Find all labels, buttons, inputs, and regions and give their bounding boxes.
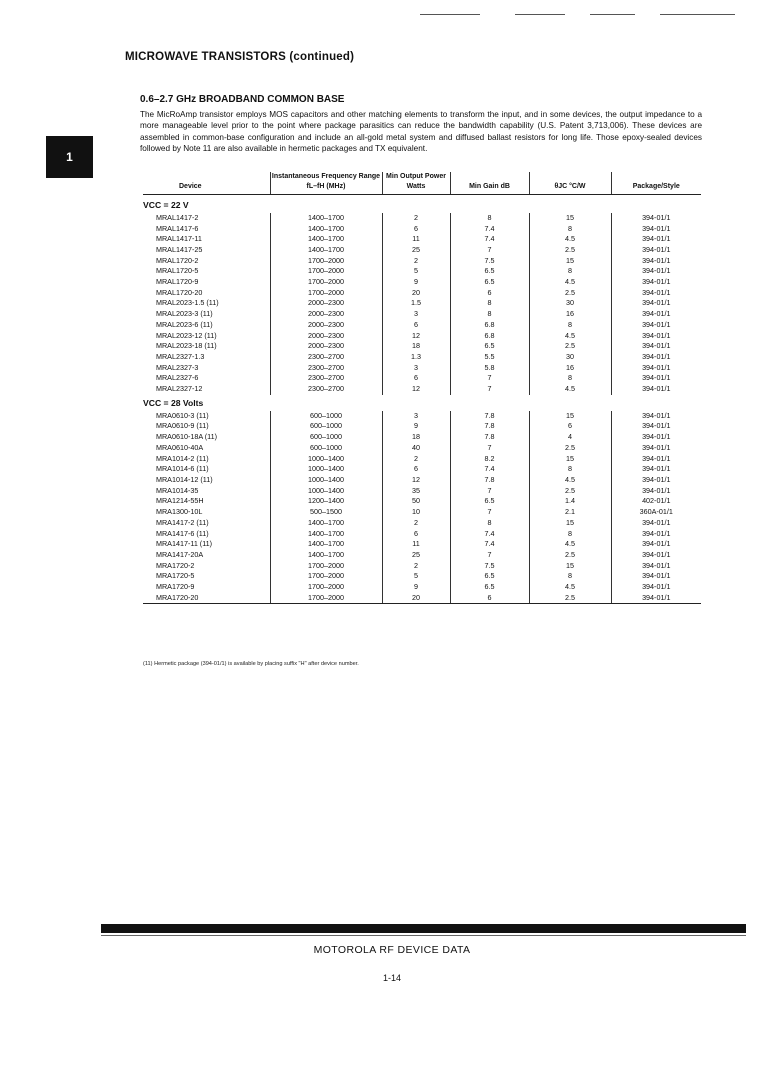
cell-package: 394-01/1 xyxy=(611,331,701,342)
cell-power: 2 xyxy=(382,454,450,465)
cell-power: 12 xyxy=(382,475,450,486)
cell-power: 3 xyxy=(382,363,450,374)
cell-power: 2 xyxy=(382,256,450,267)
cell-frequency: 600–1000 xyxy=(270,443,382,454)
cell-device: MRAL2327-1.3 xyxy=(156,351,205,361)
cell-device: MRAL1720-20 xyxy=(156,287,203,297)
cell-thermal-resistance: 8 xyxy=(529,224,611,235)
cell-package: 394-01/1 xyxy=(611,234,701,245)
section-tab: 1 xyxy=(46,136,93,178)
cell-package: 394-01/1 xyxy=(611,373,701,384)
cell-frequency: 2000–2300 xyxy=(270,298,382,309)
cell-power: 12 xyxy=(382,384,450,395)
footnote: (11) Hermetic package (394-01/1) is available by placing suffix "H" after device number. xyxy=(143,661,359,667)
cell-gain: 7.4 xyxy=(450,539,529,550)
cell-thermal-resistance: 15 xyxy=(529,518,611,529)
table-row xyxy=(143,373,701,384)
cell-frequency: 1700–2000 xyxy=(270,266,382,277)
cell-frequency: 1000–1400 xyxy=(270,464,382,475)
cell-thermal-resistance: 4.5 xyxy=(529,384,611,395)
cell-power: 6 xyxy=(382,464,450,475)
cell-frequency: 1400–1700 xyxy=(270,224,382,235)
table-row xyxy=(143,475,701,486)
cell-frequency: 1700–2000 xyxy=(270,277,382,288)
cell-frequency: 1400–1700 xyxy=(270,245,382,256)
cell-gain: 8.2 xyxy=(450,454,529,465)
cell-package: 394-01/1 xyxy=(611,529,701,540)
cell-gain: 7.5 xyxy=(450,561,529,572)
cell-frequency: 1400–1700 xyxy=(270,529,382,540)
cell-frequency: 1200–1400 xyxy=(270,496,382,507)
cell-power: 18 xyxy=(382,341,450,352)
cell-frequency: 1700–2000 xyxy=(270,582,382,593)
cell-thermal-resistance: 1.4 xyxy=(529,496,611,507)
cell-device: MRAL2327-12 xyxy=(156,384,203,394)
table-row xyxy=(143,454,701,465)
cell-power: 40 xyxy=(382,443,450,454)
cell-thermal-resistance: 4.5 xyxy=(529,331,611,342)
cell-device: MRA1417-6 (11) xyxy=(156,528,209,538)
cell-power: 6 xyxy=(382,320,450,331)
cell-thermal-resistance: 30 xyxy=(529,298,611,309)
cell-thermal-resistance: 4.5 xyxy=(529,539,611,550)
cell-device: MRA1214-55H xyxy=(156,496,204,506)
cell-power: 18 xyxy=(382,432,450,443)
cell-gain: 7.8 xyxy=(450,421,529,432)
top-rule xyxy=(420,14,480,15)
table-row xyxy=(143,363,701,374)
group-header xyxy=(143,194,701,213)
table-row xyxy=(143,518,701,529)
cell-thermal-resistance: 8 xyxy=(529,373,611,384)
cell-frequency: 2000–2300 xyxy=(270,341,382,352)
group-label: VCC = 22 V xyxy=(143,199,189,210)
table-row xyxy=(143,421,701,432)
cell-package: 394-01/1 xyxy=(611,454,701,465)
cell-package: 394-01/1 xyxy=(611,320,701,331)
cell-thermal-resistance: 30 xyxy=(529,352,611,363)
cell-power: 10 xyxy=(382,507,450,518)
cell-power: 5 xyxy=(382,266,450,277)
cell-frequency: 1700–2000 xyxy=(270,288,382,299)
header-gain: Min Gain dB xyxy=(450,172,529,194)
header-frequency: Instantaneous Frequency Range fL–fH (MHz) xyxy=(270,172,382,194)
cell-package: 394-01/1 xyxy=(611,384,701,395)
cell-package: 394-01/1 xyxy=(611,561,701,572)
table-row xyxy=(143,331,701,342)
cell-gain: 7.4 xyxy=(450,529,529,540)
table-row xyxy=(143,341,701,352)
cell-gain: 7 xyxy=(450,486,529,497)
cell-device: MRA0610-3 (11) xyxy=(156,410,209,420)
table-row xyxy=(143,507,701,518)
cell-thermal-resistance: 4.5 xyxy=(529,582,611,593)
table-row xyxy=(143,277,701,288)
header-device: Device xyxy=(143,172,270,194)
cell-device: MRAL1417-25 xyxy=(156,244,203,254)
cell-gain: 6.5 xyxy=(450,266,529,277)
table-row xyxy=(143,320,701,331)
table-row xyxy=(143,256,701,267)
table-row xyxy=(143,352,701,363)
cell-device: MRA0610-9 (11) xyxy=(156,421,209,431)
cell-power: 2 xyxy=(382,561,450,572)
cell-gain: 6.5 xyxy=(450,582,529,593)
table-row xyxy=(143,464,701,475)
cell-power: 6 xyxy=(382,224,450,235)
group-header xyxy=(143,395,701,411)
cell-frequency: 2000–2300 xyxy=(270,320,382,331)
cell-gain: 7.4 xyxy=(450,234,529,245)
footer-bar xyxy=(101,924,746,933)
cell-gain: 8 xyxy=(450,309,529,320)
cell-package: 394-01/1 xyxy=(611,363,701,374)
cell-frequency: 1700–2000 xyxy=(270,593,382,604)
table-row xyxy=(143,550,701,561)
cell-package: 394-01/1 xyxy=(611,582,701,593)
cell-device: MRAL2023-6 (11) xyxy=(156,319,213,329)
cell-device: MRAL2023-18 (11) xyxy=(156,341,217,351)
cell-frequency: 2000–2300 xyxy=(270,331,382,342)
cell-thermal-resistance: 2.5 xyxy=(529,550,611,561)
table-row xyxy=(143,298,701,309)
cell-device: MRA1720-5 xyxy=(156,571,195,581)
table-row xyxy=(143,266,701,277)
cell-thermal-resistance: 16 xyxy=(529,363,611,374)
section-title: MICROWAVE TRANSISTORS (continued) xyxy=(125,51,355,63)
cell-package: 394-01/1 xyxy=(611,421,701,432)
cell-device: MRA1417-2 (11) xyxy=(156,517,209,527)
table-row xyxy=(143,593,701,604)
cell-thermal-resistance: 15 xyxy=(529,411,611,422)
table-row xyxy=(143,529,701,540)
cell-package: 394-01/1 xyxy=(611,550,701,561)
cell-thermal-resistance: 2.5 xyxy=(529,288,611,299)
cell-gain: 7.8 xyxy=(450,432,529,443)
cell-thermal-resistance: 8 xyxy=(529,571,611,582)
cell-device: MRAL2327-3 xyxy=(156,362,199,372)
cell-power: 1.5 xyxy=(382,298,450,309)
cell-thermal-resistance: 2.1 xyxy=(529,507,611,518)
cell-gain: 7 xyxy=(450,245,529,256)
cell-package: 394-01/1 xyxy=(611,309,701,320)
cell-package: 394-01/1 xyxy=(611,213,701,224)
cell-gain: 7 xyxy=(450,443,529,454)
cell-device: MRAL2327-6 xyxy=(156,373,199,383)
cell-power: 6 xyxy=(382,529,450,540)
cell-power: 1.3 xyxy=(382,352,450,363)
cell-thermal-resistance: 15 xyxy=(529,561,611,572)
cell-package: 394-01/1 xyxy=(611,539,701,550)
cell-thermal-resistance: 15 xyxy=(529,213,611,224)
footer-rule xyxy=(101,935,746,936)
cell-frequency: 1000–1400 xyxy=(270,475,382,486)
subsection-title: 0.6–2.7 GHz BROADBAND COMMON BASE xyxy=(140,94,345,105)
cell-package: 394-01/1 xyxy=(611,571,701,582)
cell-gain: 6.5 xyxy=(450,341,529,352)
cell-thermal-resistance: 2.5 xyxy=(529,443,611,454)
cell-package: 394-01/1 xyxy=(611,593,701,604)
cell-package: 394-01/1 xyxy=(611,443,701,454)
cell-gain: 7.4 xyxy=(450,464,529,475)
cell-device: MRA1720-2 xyxy=(156,560,195,570)
cell-device: MRAL1720-5 xyxy=(156,266,199,276)
cell-gain: 7.5 xyxy=(450,256,529,267)
cell-frequency: 1000–1400 xyxy=(270,486,382,497)
cell-frequency: 1000–1400 xyxy=(270,454,382,465)
table-row xyxy=(143,443,701,454)
cell-frequency: 2000–2300 xyxy=(270,309,382,320)
header-power: Min Output Power Watts xyxy=(382,172,450,194)
cell-device: MRA0610-18A (11) xyxy=(156,432,217,442)
cell-thermal-resistance: 15 xyxy=(529,454,611,465)
cell-package: 394-01/1 xyxy=(611,288,701,299)
cell-device: MRAL1720-9 xyxy=(156,277,199,287)
top-rule xyxy=(515,14,565,15)
cell-device: MRA1014-6 (11) xyxy=(156,464,209,474)
cell-device: MRAL1417-11 xyxy=(156,234,202,244)
intro-paragraph: The MicRoAmp transistor employs MOS capacitors and other matching elements to transform the input, and in some devices, the output impedance to a more manageable level prior to the point where package parasitics can reduce the bandwidth capability (U.S. Patent 3,713,006). These devices are assembled in common-base configuration and include an all-gold metal system and diffused ballast resistors for long life. Those epoxy-sealed devices followed by Note 11 are also available in hermetic packages and TX equivalent. xyxy=(140,110,702,154)
cell-power: 12 xyxy=(382,331,450,342)
cell-power: 20 xyxy=(382,288,450,299)
cell-power: 11 xyxy=(382,234,450,245)
cell-thermal-resistance: 15 xyxy=(529,256,611,267)
cell-frequency: 1700–2000 xyxy=(270,256,382,267)
table-row xyxy=(143,288,701,299)
cell-power: 50 xyxy=(382,496,450,507)
table-row xyxy=(143,384,701,395)
device-table xyxy=(143,172,701,604)
cell-frequency: 1700–2000 xyxy=(270,571,382,582)
cell-device: MRA1300-10L xyxy=(156,507,203,517)
cell-thermal-resistance: 8 xyxy=(529,464,611,475)
cell-device: MRA1720-9 xyxy=(156,582,195,592)
cell-frequency: 2300–2700 xyxy=(270,384,382,395)
cell-package: 394-01/1 xyxy=(611,224,701,235)
table-row xyxy=(143,486,701,497)
cell-thermal-resistance: 4.5 xyxy=(529,234,611,245)
cell-gain: 5.5 xyxy=(450,352,529,363)
cell-device: MRAL1720-2 xyxy=(156,255,199,265)
table-row xyxy=(143,309,701,320)
cell-device: MRA0610-40A xyxy=(156,442,204,452)
cell-package: 394-01/1 xyxy=(611,352,701,363)
cell-power: 25 xyxy=(382,245,450,256)
cell-gain: 7.4 xyxy=(450,224,529,235)
cell-power: 35 xyxy=(382,486,450,497)
cell-thermal-resistance: 8 xyxy=(529,266,611,277)
cell-frequency: 500–1500 xyxy=(270,507,382,518)
cell-device: MRAL2023-1.5 (11) xyxy=(156,298,219,308)
cell-device: MRA1014-12 (11) xyxy=(156,474,213,484)
table-row xyxy=(143,411,701,422)
cell-package: 394-01/1 xyxy=(611,341,701,352)
cell-gain: 6.5 xyxy=(450,496,529,507)
cell-device: MRA1417-20A xyxy=(156,549,204,559)
table-row xyxy=(143,571,701,582)
cell-gain: 6 xyxy=(450,593,529,604)
cell-power: 2 xyxy=(382,518,450,529)
group-label: VCC = 28 Volts xyxy=(143,397,204,408)
cell-frequency: 1400–1700 xyxy=(270,518,382,529)
top-rule xyxy=(660,14,735,15)
table-header-row xyxy=(143,172,701,194)
cell-power: 6 xyxy=(382,373,450,384)
cell-gain: 7 xyxy=(450,550,529,561)
cell-frequency: 1400–1700 xyxy=(270,550,382,561)
table-row xyxy=(143,561,701,572)
cell-gain: 7 xyxy=(450,384,529,395)
table-row xyxy=(143,224,701,235)
table-row xyxy=(143,539,701,550)
page-number: 1-14 xyxy=(382,973,401,983)
cell-power: 20 xyxy=(382,593,450,604)
cell-gain: 6.5 xyxy=(450,277,529,288)
table-row xyxy=(143,496,701,507)
cell-gain: 7 xyxy=(450,507,529,518)
cell-power: 5 xyxy=(382,571,450,582)
header-thermal-resistance: θJC °C/W xyxy=(529,172,611,194)
cell-thermal-resistance: 8 xyxy=(529,529,611,540)
cell-thermal-resistance: 16 xyxy=(529,309,611,320)
cell-gain: 7.8 xyxy=(450,411,529,422)
cell-package: 394-01/1 xyxy=(611,277,701,288)
table-row xyxy=(143,432,701,443)
cell-frequency: 2300–2700 xyxy=(270,373,382,384)
cell-frequency: 1700–2000 xyxy=(270,561,382,572)
cell-frequency: 1400–1700 xyxy=(270,213,382,224)
cell-package: 394-01/1 xyxy=(611,266,701,277)
cell-thermal-resistance: 6 xyxy=(529,421,611,432)
cell-gain: 6.5 xyxy=(450,571,529,582)
cell-package: 394-01/1 xyxy=(611,475,701,486)
cell-thermal-resistance: 2.5 xyxy=(529,486,611,497)
top-rule xyxy=(590,14,635,15)
cell-power: 9 xyxy=(382,421,450,432)
cell-package: 394-01/1 xyxy=(611,256,701,267)
cell-power: 9 xyxy=(382,582,450,593)
cell-frequency: 600–1000 xyxy=(270,432,382,443)
cell-device: MRAL1417-6 xyxy=(156,223,199,233)
cell-gain: 6 xyxy=(450,288,529,299)
table-row xyxy=(143,245,701,256)
cell-gain: 6.8 xyxy=(450,320,529,331)
cell-package: 402-01/1 xyxy=(611,496,701,507)
cell-gain: 8 xyxy=(450,213,529,224)
cell-frequency: 1400–1700 xyxy=(270,234,382,245)
cell-device: MRAL2023-12 (11) xyxy=(156,330,217,340)
cell-gain: 8 xyxy=(450,518,529,529)
table-row xyxy=(143,582,701,593)
cell-frequency: 1400–1700 xyxy=(270,539,382,550)
cell-power: 3 xyxy=(382,309,450,320)
cell-frequency: 2300–2700 xyxy=(270,363,382,374)
cell-package: 394-01/1 xyxy=(611,245,701,256)
cell-thermal-resistance: 4 xyxy=(529,432,611,443)
cell-thermal-resistance: 4.5 xyxy=(529,475,611,486)
cell-package: 394-01/1 xyxy=(611,486,701,497)
cell-power: 2 xyxy=(382,213,450,224)
cell-gain: 6.8 xyxy=(450,331,529,342)
cell-device: MRA1417-11 (11) xyxy=(156,539,213,549)
cell-frequency: 600–1000 xyxy=(270,411,382,422)
cell-power: 25 xyxy=(382,550,450,561)
table-row xyxy=(143,234,701,245)
cell-thermal-resistance: 4.5 xyxy=(529,277,611,288)
cell-device: MRAL1417-2 xyxy=(156,212,199,222)
cell-thermal-resistance: 2.5 xyxy=(529,245,611,256)
cell-device: MRA1014-2 (11) xyxy=(156,453,209,463)
footer-title: MOTOROLA RF DEVICE DATA xyxy=(313,944,471,956)
cell-gain: 5.8 xyxy=(450,363,529,374)
cell-package: 394-01/1 xyxy=(611,298,701,309)
cell-package: 394-01/1 xyxy=(611,518,701,529)
cell-package: 394-01/1 xyxy=(611,432,701,443)
cell-gain: 7 xyxy=(450,373,529,384)
cell-power: 9 xyxy=(382,277,450,288)
cell-package: 394-01/1 xyxy=(611,411,701,422)
header-package: Package/Style xyxy=(611,172,701,194)
cell-frequency: 600–1000 xyxy=(270,421,382,432)
cell-thermal-resistance: 8 xyxy=(529,320,611,331)
cell-frequency: 2300–2700 xyxy=(270,352,382,363)
cell-gain: 7.8 xyxy=(450,475,529,486)
cell-thermal-resistance: 2.5 xyxy=(529,341,611,352)
cell-package: 394-01/1 xyxy=(611,464,701,475)
cell-device: MRA1720-20 xyxy=(143,593,270,604)
cell-device: MRA1014-35 xyxy=(156,485,199,495)
cell-package: 360A-01/1 xyxy=(611,507,701,518)
cell-thermal-resistance: 2.5 xyxy=(529,593,611,604)
cell-device: MRAL2023-3 (11) xyxy=(156,309,213,319)
cell-gain: 8 xyxy=(450,298,529,309)
cell-power: 11 xyxy=(382,539,450,550)
table-row xyxy=(143,213,701,224)
cell-power: 3 xyxy=(382,411,450,422)
